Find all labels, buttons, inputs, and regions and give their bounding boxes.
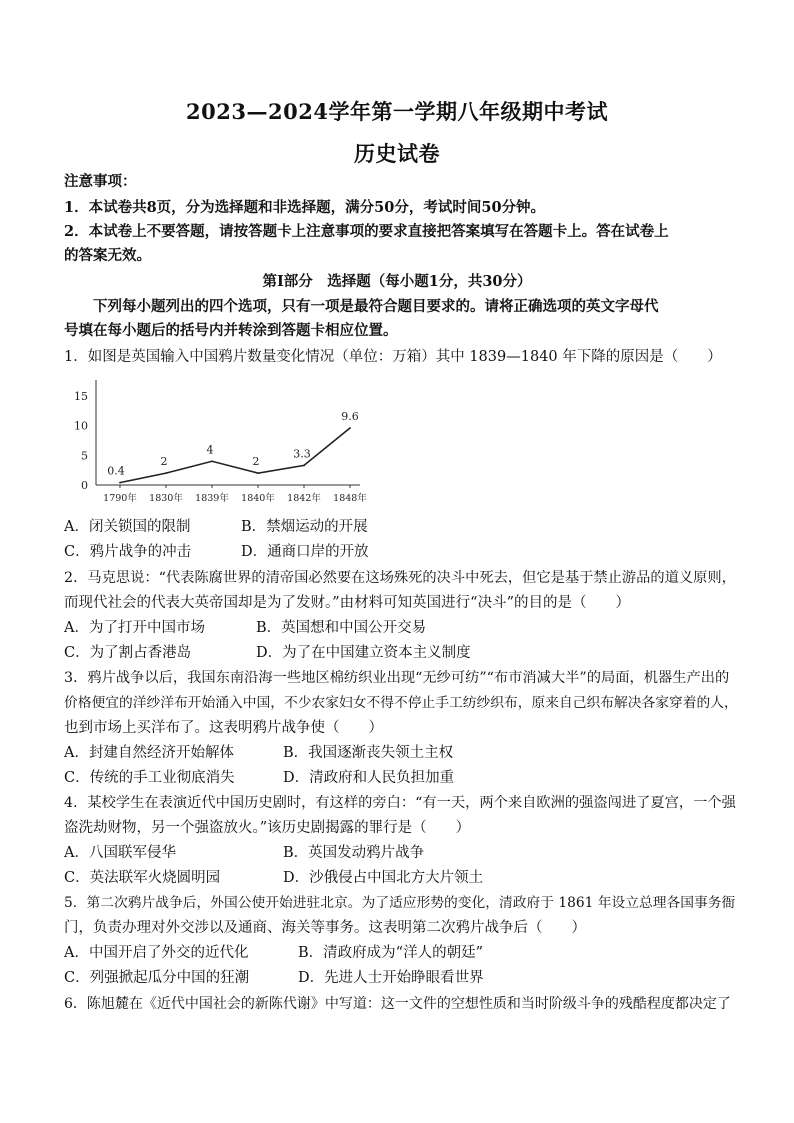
chart-data-point xyxy=(349,427,351,429)
q2-option-a: A．为了打开中国市场 xyxy=(64,620,205,636)
q2-option-d: D．为了在中国建立资本主义制度 xyxy=(256,645,471,661)
chart-data-point xyxy=(165,472,167,474)
chart-x-tick-label: 1839年 xyxy=(195,493,229,504)
q5-option-c: C．列强掀起瓜分中国的狂潮 xyxy=(64,970,250,986)
q2-stem-cont: 而现代社会的代表大英帝国却是为了发财。”由材料可知英国进行“决斗”的目的是（ ） xyxy=(64,595,630,611)
q5-option-d: D．先进人士开始睁眼看世界 xyxy=(298,970,484,986)
section-instructions-cont: 号填在每小题后的括号内并转涂到答题卡相应位置。 xyxy=(64,322,398,339)
chart-data-label: 3.3 xyxy=(293,447,311,461)
chart-y-tick-label: 0 xyxy=(81,479,88,492)
q3-option-c: C．传统的手工业彻底消失 xyxy=(64,770,235,786)
notes-heading: 注意事项： xyxy=(64,173,137,190)
q5-option-b: B．清政府成为“洋人的朝廷” xyxy=(298,945,483,961)
section-instructions: 下列每小题列出的四个选项，只有一项是最符合题目要求的。请将正确选项的英文字母代 xyxy=(64,298,659,315)
q3-stem: 3．鸦片战争以后，我国东南沿海一些地区棉纺织业出现“无纱可纺”“布市消减大半”的局面，机器生产出的 xyxy=(64,670,730,686)
q3-stem-cont-1: 价格便宜的洋纱洋布开始涌入中国，不少农家妇女不得不停止手工纺纱织布，原来自己织布解决各家穿着的人， xyxy=(64,695,738,711)
q4-stem: 4．某校学生在表演近代中国历史剧时，有这样的旁白：“有一天，两个来自欧洲的强盗闯进了夏宫，一个强 xyxy=(64,795,736,811)
section-title: 第Ⅰ部分 选择题（每小题1分，共30分） xyxy=(262,273,532,290)
note-item-2: 2．本试卷上不要答题，请按答题卡上注意事项的要求直接把答案填写在答题卡上。答在试卷上 xyxy=(64,223,669,240)
chart-x-tick-label: 1830年 xyxy=(149,493,183,504)
exam-subtitle: 历史试卷 xyxy=(354,141,440,166)
q3-stem-cont-2: 也到市场上买洋布了。这表明鸦片战争使（ ） xyxy=(64,720,383,736)
chart-x-tick-label: 1842年 xyxy=(287,493,321,504)
q4-option-c: C．英法联军火烧圆明园 xyxy=(64,870,221,886)
chart-data-labels xyxy=(107,410,359,483)
chart-data-label: 4 xyxy=(206,443,214,457)
chart-y-tick-label: 5 xyxy=(81,449,88,463)
q1-option-c: C．鸦片战争的冲击 xyxy=(64,544,192,560)
note-item-2-cont: 的答案无效。 xyxy=(64,247,151,264)
q1-option-d: D．通商口岸的开放 xyxy=(241,544,369,560)
q1-option-b: B．禁烟运动的开展 xyxy=(241,519,368,535)
chart-y-tick-label: 15 xyxy=(74,390,88,403)
chart-x-tick-label: 1790年 xyxy=(103,493,137,504)
q3-option-a: A．封建自然经济开始解体 xyxy=(64,745,234,761)
chart-data-point xyxy=(257,472,259,474)
q4-stem-cont: 盗洗劫财物，另一个强盗放火。”该历史剧揭露的罪行是（ ） xyxy=(64,820,471,836)
chart-y-tick-label: 10 xyxy=(74,419,88,433)
q3-option-d: D．清政府和人民负担加重 xyxy=(283,770,455,786)
q5-option-a: A．中国开启了外交的近代化 xyxy=(64,945,249,961)
exam-title: 2023—2024学年第一学期八年级期中考试 xyxy=(186,99,608,124)
chart-x-tick-label: 1848年 xyxy=(333,493,367,504)
q4-option-b: B．英国发动鸦片战争 xyxy=(283,845,425,861)
q2-option-c: C．为了割占香港岛 xyxy=(64,645,192,661)
q5-stem: 5．第二次鸦片战争后，外国公使开始进驻北京。为了适应形势的变化，清政府于 1861 年设立总理各国事务衙 xyxy=(64,895,736,911)
opium-import-chart xyxy=(64,374,374,514)
q1-option-a: A．闭关锁国的限制 xyxy=(64,519,191,535)
q2-option-b: B．英国想和中国公开交易 xyxy=(256,620,427,636)
q2-stem: 2．马克思说：“代表陈腐世界的清帝国必然要在这场殊死的决斗中死去，但它是基于禁止游品的道义原则， xyxy=(64,570,736,586)
q4-option-d: D．沙俄侵占中国北方大片领土 xyxy=(283,870,484,886)
chart-data-point xyxy=(303,465,305,467)
chart-y-axis xyxy=(74,390,88,492)
chart-x-axis xyxy=(103,485,367,504)
chart-data-label: 0.4 xyxy=(107,464,125,478)
chart-x-tick-label: 1840年 xyxy=(241,493,275,504)
note-item-1: 1．本试卷共8页，分为选择题和非选择题，满分50分，考试时间50分钟。 xyxy=(64,199,546,216)
q4-option-a: A．八国联军侵华 xyxy=(64,845,176,861)
chart-series-line xyxy=(120,428,350,483)
q3-option-b: B．我国逐渐丧失领土主权 xyxy=(283,745,454,761)
chart-data-label: 9.6 xyxy=(341,410,359,424)
q1-stem: 1．如图是英国输入中国鸦片数量变化情况（单位：万箱）其中 1839—1840 年下降的原因是（ ） xyxy=(64,349,722,365)
chart-data-point xyxy=(211,460,213,462)
chart-data-label: 2 xyxy=(160,455,168,469)
q5-stem-cont: 门，负责办理对外交涉以及通商、海关等事务。这表明第二次鸦片战争后（ ） xyxy=(64,920,586,936)
chart-data-label: 2 xyxy=(252,455,260,469)
chart-data-point xyxy=(119,482,121,484)
q6-stem: 6．陈旭麓在《近代中国社会的新陈代谢》中写道：这一文件的空想性质和当时阶级斗争的残酷程度都决定了 xyxy=(64,996,731,1012)
